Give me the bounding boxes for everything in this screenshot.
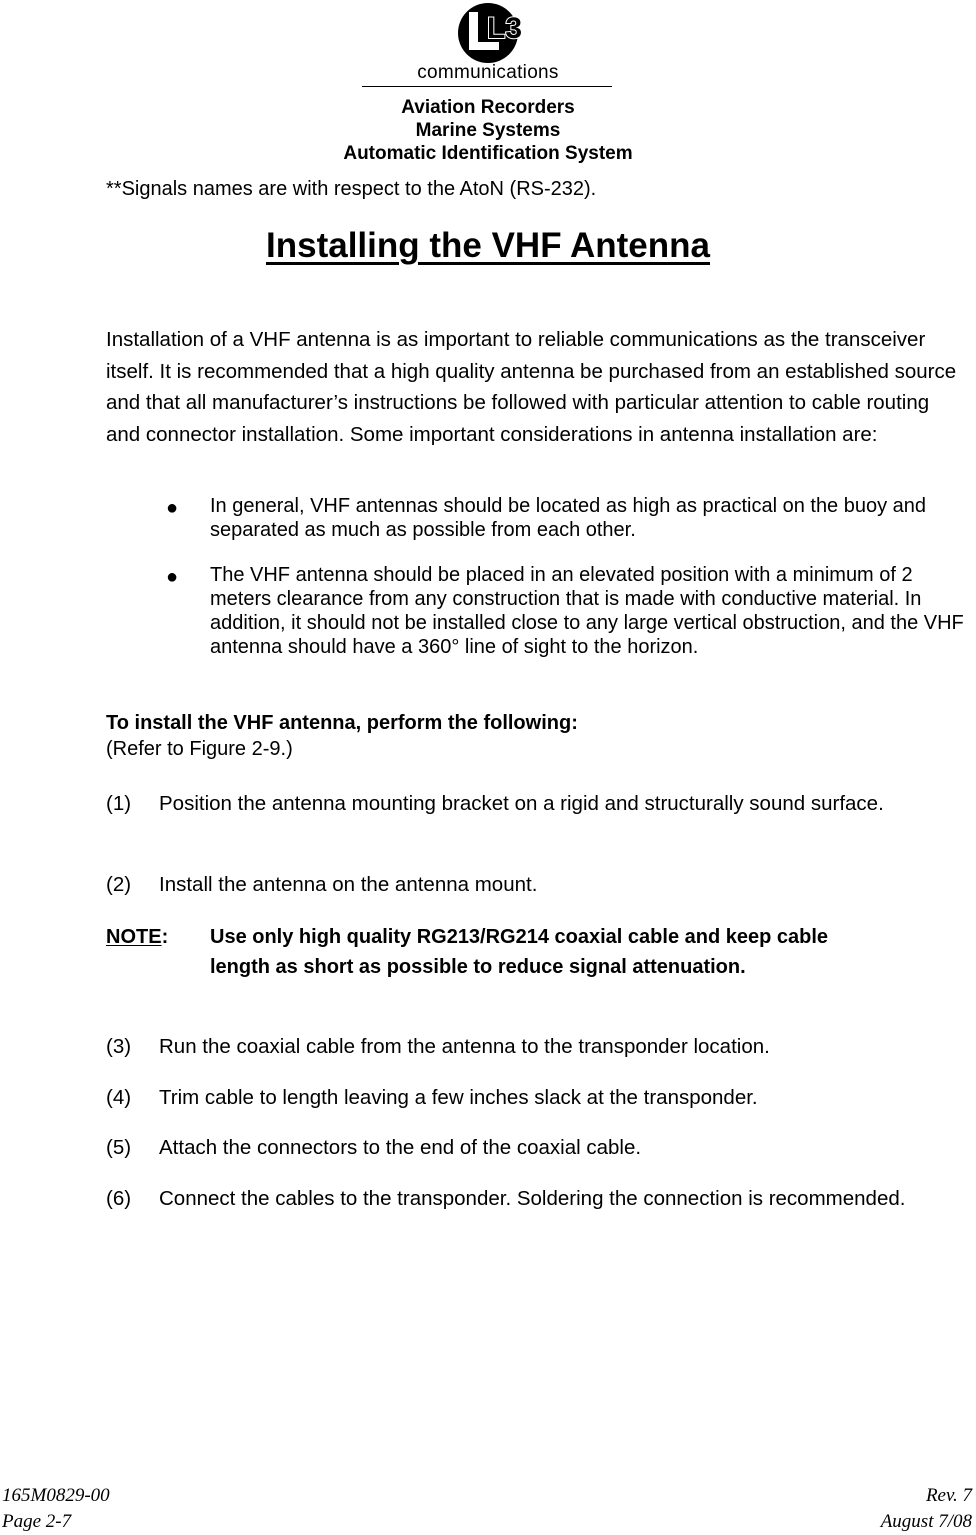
step-number: (5)	[106, 1136, 132, 1159]
division-1: Aviation Recorders	[401, 97, 575, 118]
bullet-icon: ●	[166, 566, 179, 588]
page-number: Page 2-7	[2, 1511, 72, 1532]
step-text: Position the antenna mounting bracket on a rigid and structurally sound surface.	[159, 792, 884, 815]
step-number: (2)	[106, 873, 132, 896]
footer-left	[2, 1483, 110, 1535]
step-text: Trim cable to length leaving a few inches slack at the transponder.	[159, 1086, 758, 1109]
note-text: Use only high quality RG213/RG214 coaxial cable and keep cable length as short as possible to reduce signal attenuation.	[210, 926, 829, 978]
bullet-icon: ●	[166, 497, 179, 519]
step-text: Connect the cables to the transponder. Soldering the connection is recommended.	[159, 1187, 906, 1210]
revision: Rev. 7	[925, 1485, 972, 1506]
figure-reference: (Refer to Figure 2-9.)	[106, 738, 293, 760]
footer-right	[881, 1483, 972, 1535]
step-number: (4)	[106, 1086, 132, 1109]
step-number: (6)	[106, 1187, 132, 1210]
bullet-text: In general, VHF antennas should be located as high as practical on the buoy and separated as much as possible from each other.	[210, 495, 927, 541]
step-number: (3)	[106, 1035, 132, 1058]
doc-number: 165M0829-00	[2, 1485, 110, 1506]
bullet-text: The VHF antenna should be placed in an elevated position with a minimum of 2 meters clearance from any construction that is made with conductive material. In addition, it should not be installed close to any large vertical obstruction, and the VHF antenna should have a 360° line of sight to the horizon.	[210, 564, 964, 658]
company-logo	[0, 0, 976, 175]
step-number: (1)	[106, 792, 132, 815]
division-3: Automatic Identification System	[343, 143, 633, 164]
note-label: NOTE:	[106, 926, 169, 948]
intro-paragraph: Installation of a VHF antenna is as important to reliable communications as the transceiver itself. It is recommended that a high quality antenna be purchased from an established source and that all manufacturer’s instructions be followed with particular attention to cable routing and connector installation. Some important considerations in antenna installation are:	[106, 328, 957, 446]
logo-mark: L3	[487, 12, 523, 45]
logo-rule	[362, 86, 612, 87]
section-title: Installing the VHF Antenna	[266, 226, 710, 265]
step-text: Attach the connectors to the end of the coaxial cable.	[159, 1136, 642, 1159]
step-text: Run the coaxial cable from the antenna to the transponder location.	[159, 1035, 770, 1058]
l3-logo-icon	[451, 0, 525, 64]
step-text: Install the antenna on the antenna mount.	[159, 873, 538, 896]
logo-wordmark: communications	[417, 62, 559, 83]
division-2: Marine Systems	[415, 120, 561, 141]
signal-note: **Signals names are with respect to the AtoN (RS-232).	[106, 178, 597, 200]
procedure-heading: To install the VHF antenna, perform the following:	[106, 712, 578, 734]
revision-date: August 7/08	[880, 1511, 972, 1532]
